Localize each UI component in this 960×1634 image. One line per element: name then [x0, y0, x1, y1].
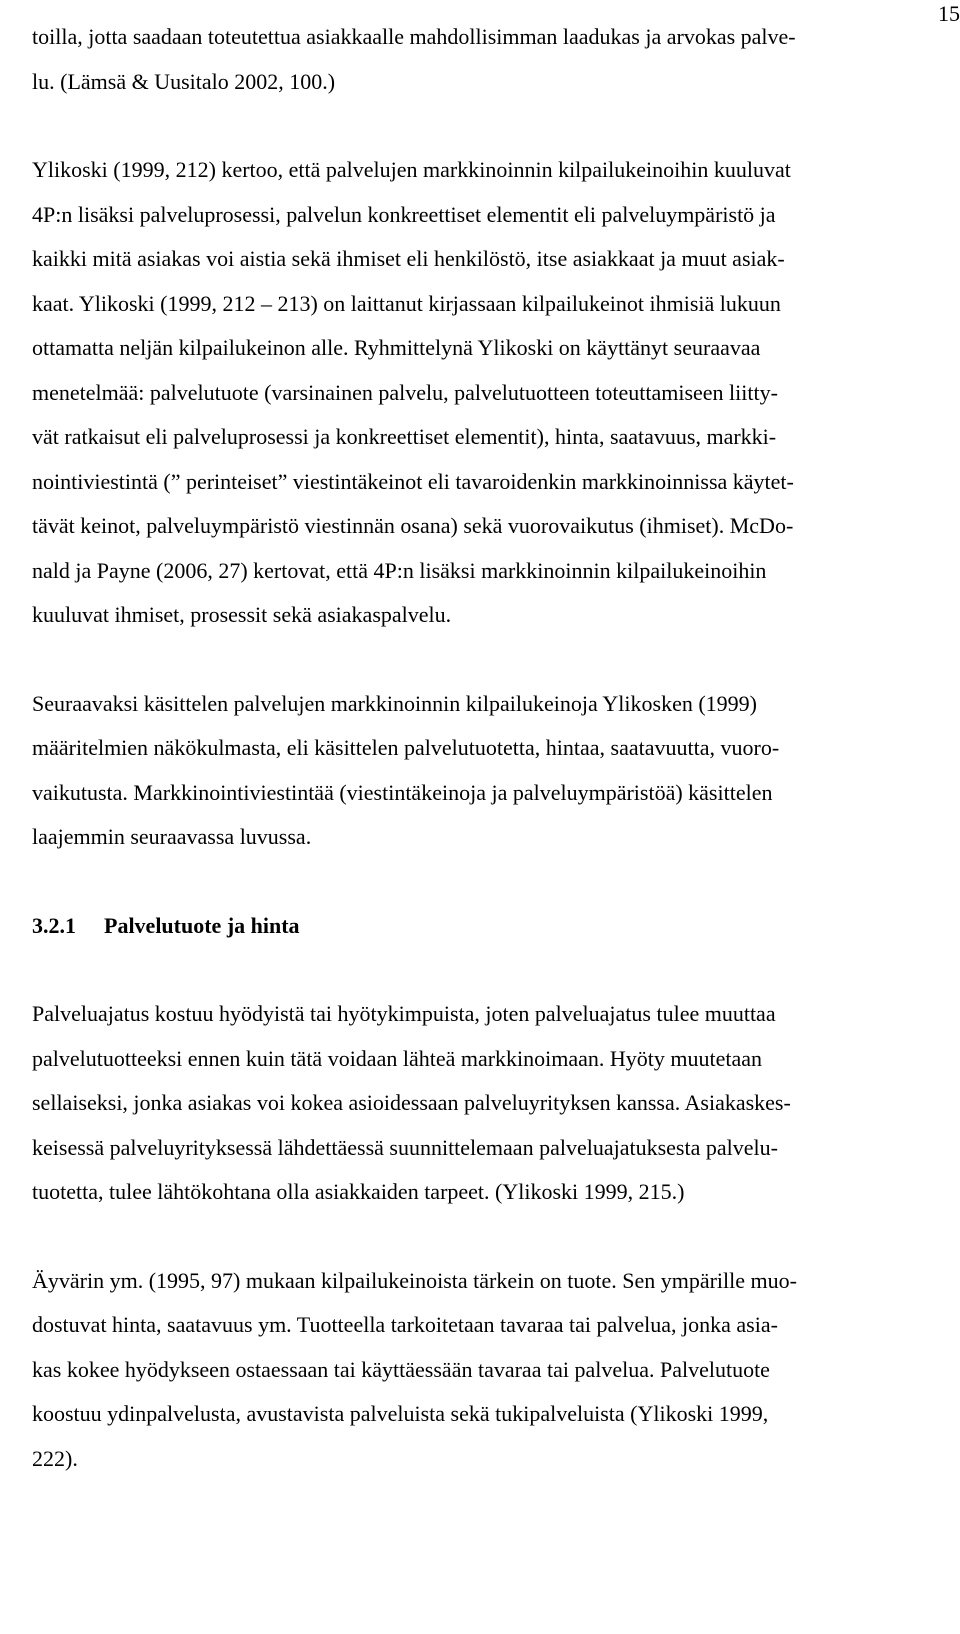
text-line: Seuraavaksi käsittelen palvelujen markkinoinnin kilpailukeinoja Ylikosken (1999): [32, 690, 758, 716]
text-line: vaikutusta. Markkinointiviestintää (viestintäkeinoja ja palveluympäristöä) käsittelen: [32, 779, 773, 805]
text-line: laajemmin seuraavassa luvussa.: [32, 824, 312, 849]
text-line: menetelmää: palvelutuote (varsinainen palvelu, palvelutuotteen toteuttamiseen liitty-: [32, 379, 778, 405]
text-line: tävät keinot, palveluympäristö viestinnän osana) sekä vuorovaikutus (ihmiset). McDo-: [32, 513, 794, 538]
text-line: 222).: [32, 1445, 78, 1471]
text-line: nointiviestintä (” perinteiset” viestintäkeinot eli tavaroidenkin markkinoinnissa käytet-: [32, 468, 794, 494]
text-line: dostuvat hinta, saatavuus ym. Tuotteella tarkoitetaan tavaraa tai palvelua, jonka asia-: [32, 1312, 778, 1337]
text-line: keisessä palveluyrityksessä lähdettäessä suunnittelemaan palveluajatuksesta palvelu-: [32, 1134, 778, 1160]
text-line: toilla, jotta saadaan toteutettua asiakkaalle mahdollisimman laadukas ja arvokas palve-: [32, 24, 796, 49]
text-line: koostuu ydinpalvelusta, avustavista palveluista sekä tukipalveluista (Ylikoski 1999,: [32, 1401, 769, 1426]
text-line: kas kokee hyödykseen ostaessaan tai käyttäessään tavaraa tai palvelua. Palvelutuote: [32, 1356, 770, 1382]
text-line: kaat. Ylikoski (1999, 212 – 213) on laittanut kirjassaan kilpailukeinot ihmisiä lukuun: [32, 290, 781, 316]
text-line: Äyvärin ym. (1995, 97) mukaan kilpailukeinoista tärkein on tuote. Sen ympärille muo-: [32, 1267, 797, 1293]
text-line: sellaiseksi, jonka asiakas voi kokea asioidessaan palveluyrityksen kanssa. Asiakaskes-: [32, 1090, 791, 1115]
paragraph-ylikoski-competition-means: [32, 148, 922, 638]
text-line: Palveluajatus kostuu hyödyistä tai hyötykimpuista, joten palveluajatus tulee muuttaa: [32, 1001, 776, 1026]
text-line: määritelmien näkökulmasta, eli käsittelen palvelutuotetta, hintaa, saatavuutta, vuoro-: [32, 735, 780, 760]
section-title: Palvelutuote ja hinta: [104, 912, 300, 938]
section-number: 3.2.1: [32, 912, 76, 938]
paragraph-intro-continuation: [32, 15, 922, 104]
text-line: tuotetta, tulee lähtökohtana olla asiakkaiden tarpeet. (Ylikoski 1999, 215.): [32, 1179, 685, 1204]
page-number: 15: [938, 1, 960, 26]
paragraph-service-idea: [32, 992, 922, 1215]
document-body: [32, 15, 922, 1481]
text-line: vät ratkaisut eli palveluprosessi ja konkreettiset elementit), hinta, saatavuus, markki-: [32, 424, 777, 449]
paragraph-product-importance: [32, 1259, 922, 1482]
text-line: Ylikoski (1999, 212) kertoo, että palvelujen markkinoinnin kilpailukeinoihin kuuluvat: [32, 157, 791, 182]
text-line: kaikki mitä asiakas voi aistia sekä ihmiset eli henkilöstö, itse asiakkaat ja muut asiak-: [32, 246, 785, 271]
text-line: palvelutuotteeksi ennen kuin tätä voidaan lähteä markkinoimaan. Hyöty muutetaan: [32, 1045, 763, 1071]
paragraph-next-topics: [32, 682, 922, 860]
section-heading: [32, 904, 922, 949]
text-line: 4P:n lisäksi palveluprosessi, palvelun konkreettiset elementit eli palveluympäristö ja: [32, 201, 776, 227]
text-line: lu. (Lämsä & Uusitalo 2002, 100.): [32, 68, 336, 94]
text-line: ottamatta neljän kilpailukeinon alle. Ryhmittelynä Ylikoski on käyttänyt seuraavaa: [32, 335, 761, 360]
text-line: nald ja Payne (2006, 27) kertovat, että 4P:n lisäksi markkinoinnin kilpailukeinoihin: [32, 557, 767, 583]
text-line: kuuluvat ihmiset, prosessit sekä asiakaspalvelu.: [32, 602, 452, 627]
